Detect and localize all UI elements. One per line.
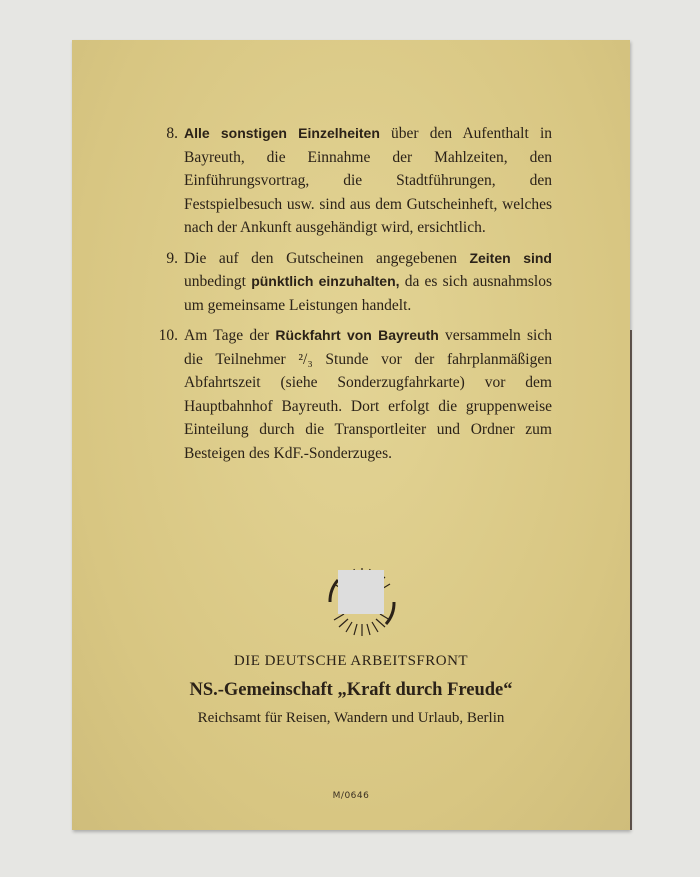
list-item-9	[160, 247, 552, 318]
item-number: 8.	[166, 125, 178, 142]
org-line-3: Reichsamt für Reisen, Wandern und Urlaub, Berlin	[197, 710, 505, 726]
item-bold: Alle sonstigen Einzelheiten	[184, 125, 380, 141]
item-text	[184, 247, 552, 318]
item-bold-2: pünktlich einzuhalten,	[251, 273, 400, 289]
item-mid: unbedingt	[184, 273, 252, 290]
item-number: 9.	[166, 249, 178, 267]
item-body: versammeln sich die Teilnehmer ²/₃ Stunde vor der fahrplanmäßigen Abfahrtszeit (siehe Sonderzugfahrkarte) vor dem Hauptbahnhof Bayreuth. Dort erfolgt die gruppenweise Einteilung durch die Transportleiter und Ordner zum Besteigen des KdF.-Sonderzuges.	[184, 327, 552, 462]
item-text	[184, 324, 552, 465]
item-bold: Zeiten sind	[469, 249, 552, 266]
item-body: über den Aufenthalt in Bayreuth, die Einnahme der Mahlzeiten, den Einführungsvortrag, die Stadtführungen, den Festspielbesuch usw. sind aus dem Gutscheinheft, welches nach der Ankunft ausgehändigt wird, ersichtlich.	[184, 125, 552, 236]
form-code: M/0646	[332, 791, 370, 801]
list-item-10	[160, 324, 552, 465]
censor-block	[338, 570, 384, 614]
document-page	[72, 40, 630, 830]
item-bold: Rückfahrt von Bayreuth	[275, 327, 439, 343]
item-pre: Am Tage der	[184, 327, 276, 344]
item-pre: Die auf den Gutscheinen angegebenen	[184, 249, 470, 267]
org-line-2: NS.-Gemeinschaft „Kraft durch Freude“	[189, 680, 513, 700]
list-item-8	[160, 122, 552, 240]
org-line-1: DIE DEUTSCHE ARBEITSFRONT	[233, 653, 469, 669]
instruction-list	[160, 122, 552, 472]
item-number: 10.	[158, 327, 178, 344]
item-text	[184, 122, 552, 240]
item-body: da es sich ausnahmslos um gemeinsame Leistungen handelt.	[184, 273, 552, 314]
